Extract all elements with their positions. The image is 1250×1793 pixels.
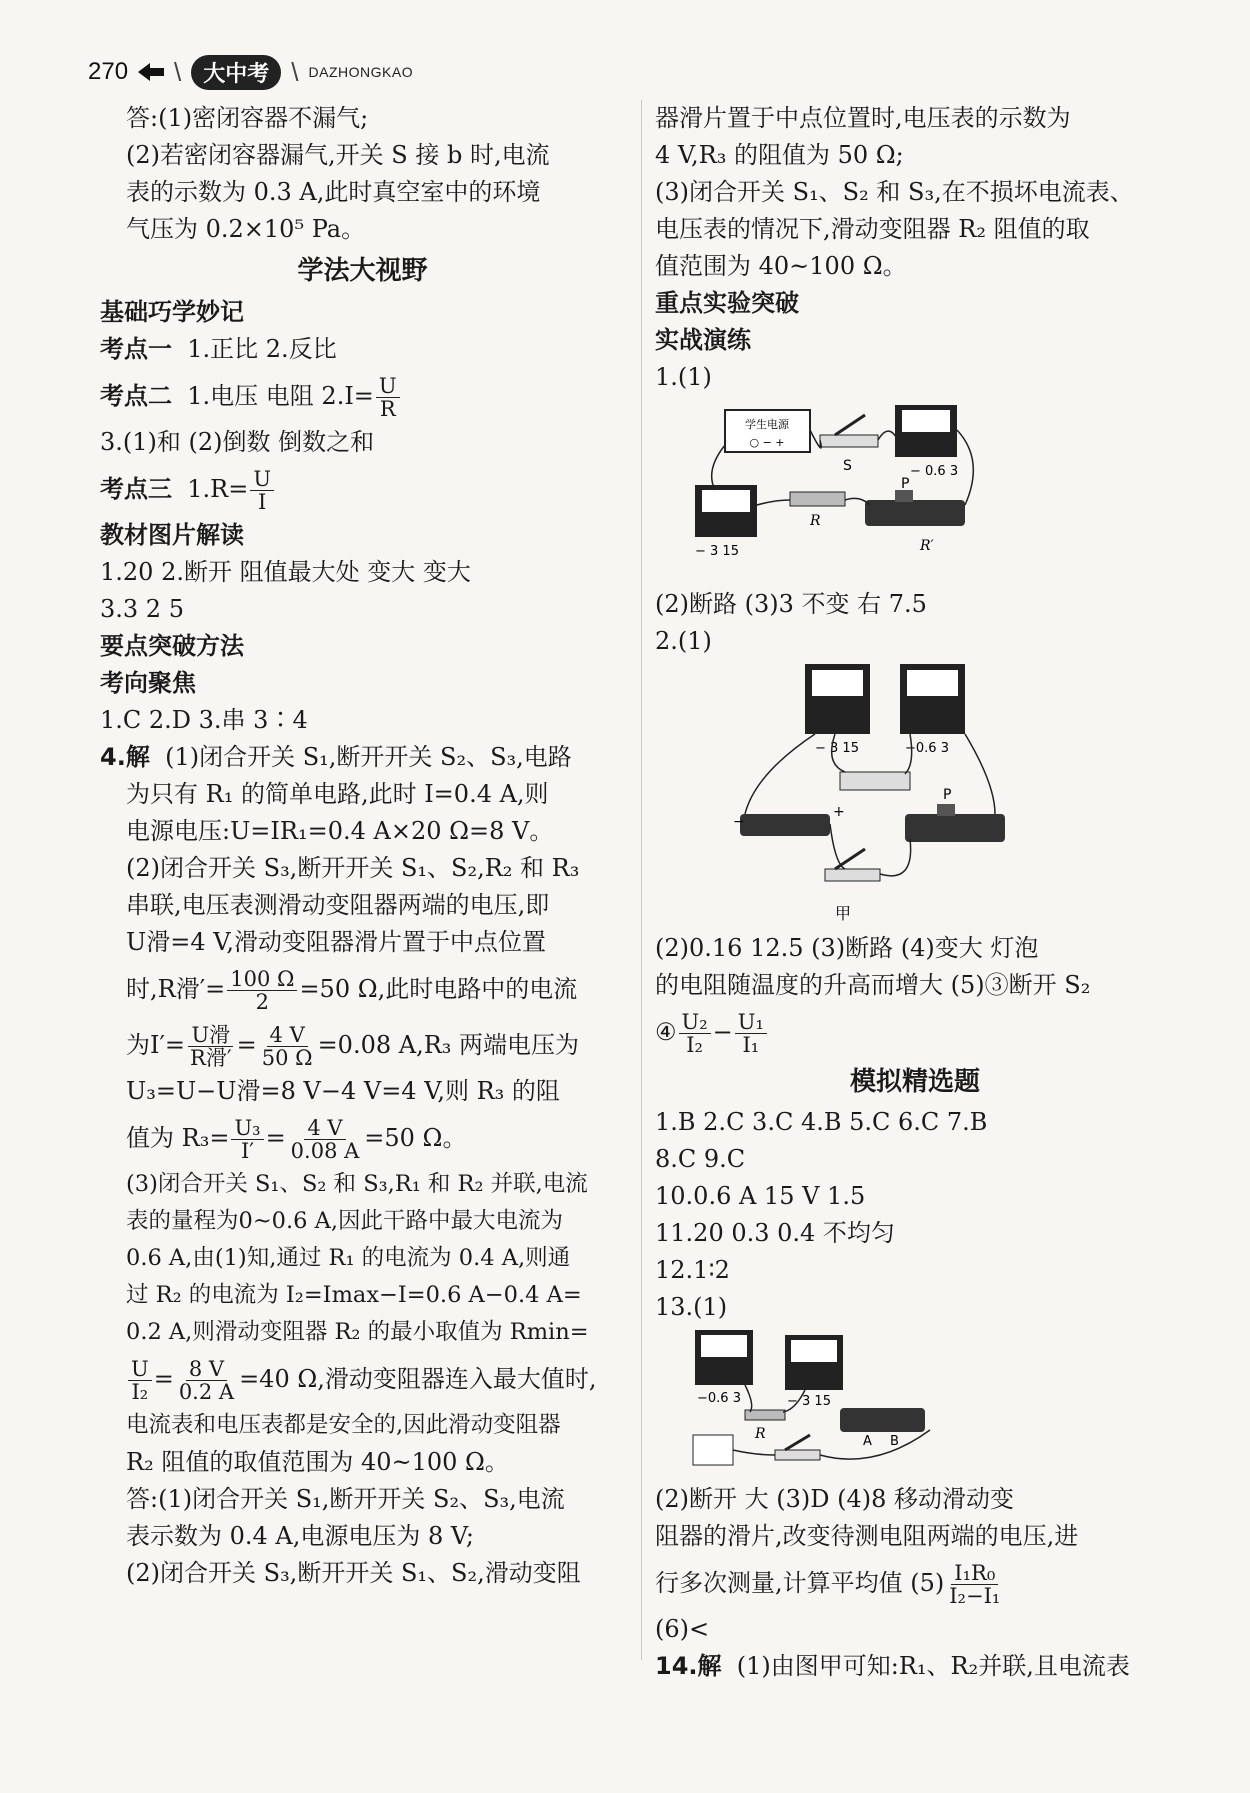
answer-line: 行多次测量,计算平均值 (5) $\frac{\text{I₁R₀}}{\text{I₂−I₁}}$ bbox=[655, 1561, 1001, 1608]
section-heading: 重点实验突破 bbox=[655, 289, 799, 317]
solution-line: (3)闭合开关 S₁、S₂ 和 S₃,R₁ 和 R₂ 并联,电流 bbox=[126, 1171, 588, 1197]
svg-text:−0.6 3: −0.6 3 bbox=[697, 1391, 741, 1406]
section-title: 学法大视野 bbox=[297, 256, 428, 286]
solution-line: 0.2 A,则滑动变阻器 R₂ 的最小取值为 Rmin= bbox=[126, 1319, 589, 1345]
section-title: 模拟精选题 bbox=[849, 1067, 980, 1097]
answer-line: (3)闭合开关 S₁、S₂ 和 S₃,在不损坏电流表、 bbox=[655, 178, 1134, 206]
answer-line: 1.C 2.D 3.串 3∶4 bbox=[100, 706, 308, 734]
answer-line: 10.0.6 A 15 V 1.5 bbox=[655, 1182, 866, 1210]
switch-lever bbox=[835, 415, 865, 435]
voltmeter-dial bbox=[812, 670, 863, 696]
answer-line: (2)若密闭容器漏气,开关 S 接 b 时,电流 bbox=[126, 141, 550, 169]
answer-line: 电压表的情况下,滑动变阻器 R₂ 阻值的取 bbox=[655, 215, 1090, 243]
section-heading: 教材图片解读 bbox=[100, 521, 244, 549]
kaodian-2b: 3.(1)和 (2)倒数 倒数之和 bbox=[100, 428, 375, 456]
solution-line: 过 R₂ 的电流为 I₂=Imax−I=0.6 A−0.4 A= bbox=[126, 1282, 582, 1308]
section-heading: 实战演练 bbox=[655, 326, 751, 354]
lamp-holder bbox=[840, 772, 910, 790]
solution-line: U滑=4 V,滑动变阻器滑片置于中点位置 bbox=[126, 928, 546, 956]
answer-line: (2)0.16 12.5 (3)断路 (4)变大 灯泡 bbox=[655, 934, 1039, 962]
answer-line: (2)断开 大 (3)D (4)8 移动滑动变 bbox=[655, 1485, 1015, 1513]
svg-text:P: P bbox=[901, 476, 910, 492]
answer-line: 4 V,R₃ 的阻值为 50 Ω; bbox=[655, 141, 904, 169]
svg-text:− 3 15: − 3 15 bbox=[695, 544, 739, 559]
svg-text:甲: 甲 bbox=[835, 904, 852, 923]
ammeter-dial bbox=[902, 410, 950, 432]
answer-line: 3.3 2 5 bbox=[100, 595, 184, 623]
svg-text:− 3 15: − 3 15 bbox=[815, 741, 859, 756]
solution-line: 串联,电压表测滑动变阻器两端的电压,即 bbox=[126, 891, 550, 919]
battery bbox=[740, 814, 830, 836]
brand-english: DAZHONGKAO bbox=[308, 64, 414, 80]
kaodian-1: 考点一 1.正比 2.反比 bbox=[100, 335, 337, 363]
rheostat-slider bbox=[937, 804, 955, 816]
answer-line: 1.20 2.断开 阻值最大处 变大 变大 bbox=[100, 558, 471, 586]
svg-text:− 3 15: − 3 15 bbox=[787, 1394, 831, 1409]
rheostat bbox=[865, 500, 965, 526]
answer-line: 12.1∶2 bbox=[655, 1256, 730, 1284]
answer-line: 的电阻随温度的升高而增大 (5)③断开 S₂ bbox=[655, 971, 1091, 999]
solution-line: 为I′= $\frac{\text{U滑}}{\text{R滑′}}$ = $\frac{4 V}{50 \Omega}$ =0.08 A,R₃ 两端电压为 bbox=[126, 1023, 580, 1070]
answer-line: (2)断路 (3)3 不变 右 7.5 bbox=[655, 590, 927, 618]
brand-logo: 大中考 bbox=[191, 55, 281, 90]
solution-line: U₃=U−U滑=8 V−4 V=4 V,则 R₃ 的阻 bbox=[126, 1077, 560, 1105]
voltmeter-dial bbox=[702, 490, 750, 512]
answer-line: 表的示数为 0.3 A,此时真空室中的环境 bbox=[126, 178, 541, 206]
svg-text:− 0.6 3: − 0.6 3 bbox=[910, 464, 959, 479]
svg-text:P: P bbox=[943, 787, 952, 803]
answer-line: 1.B 2.C 3.C 4.B 5.C 6.C 7.B bbox=[655, 1108, 988, 1136]
switch-lever bbox=[785, 1435, 810, 1450]
answer-line: 11.20 0.3 0.4 不均匀 bbox=[655, 1219, 895, 1247]
page-header: 270 \ 大中考 \ DAZHONGKAO bbox=[88, 52, 413, 92]
voltmeter-dial bbox=[791, 1340, 837, 1362]
resistor-R bbox=[790, 492, 845, 506]
svg-text:A: A bbox=[863, 1434, 872, 1449]
svg-text:B: B bbox=[890, 1434, 899, 1449]
answer-line: 8.C 9.C bbox=[655, 1145, 746, 1173]
svg-text:+: + bbox=[833, 804, 845, 820]
ammeter-dial bbox=[701, 1335, 747, 1357]
column-divider bbox=[641, 100, 642, 1660]
solution-line: 电源电压:U=IR₁=0.4 A×20 Ω=8 V。 bbox=[126, 817, 554, 845]
switch-base bbox=[775, 1450, 820, 1460]
switch-lever bbox=[835, 849, 865, 869]
solution-line: 4.解 (1)闭合开关 S₁,断开开关 S₂、S₃,电路 bbox=[100, 743, 572, 771]
solution-line: 表示数为 0.4 A,电源电压为 8 V; bbox=[126, 1522, 474, 1550]
solution-line: $\frac{U}{\text{I₂}}$ = $\frac{8 V}{0.2 A}$ =40 Ω,滑动变阻器连入最大值时, bbox=[100, 1351, 625, 1407]
battery bbox=[693, 1435, 733, 1465]
solution-line: 答:(1)闭合开关 S₁,断开开关 S₂、S₃,电流 bbox=[126, 1485, 565, 1513]
solution-line: 值为 R₃= $\frac{\text{U₃}}{I'}$ = $\frac{4 V}{0.08 A}$ =50 Ω。 bbox=[126, 1116, 467, 1163]
question-label: 2.(1) bbox=[655, 627, 712, 655]
answer-line: ④ $\frac{\text{U₂}}{\text{I₂}}$ − $\frac{\text{U₁}}{\text{I₁}}$ bbox=[655, 1004, 1175, 1060]
wires bbox=[745, 734, 995, 876]
svg-text:−: − bbox=[733, 814, 745, 830]
switch-base bbox=[820, 435, 878, 447]
answer-line: 气压为 0.2×10⁵ Pa。 bbox=[126, 215, 366, 243]
ammeter-dial bbox=[907, 670, 958, 696]
solution-line: R₂ 阻值的取值范围为 40~100 Ω。 bbox=[126, 1448, 509, 1476]
section-heading: 要点突破方法 bbox=[100, 632, 244, 660]
arrow-left-icon bbox=[138, 62, 164, 82]
circuit-figure-1 bbox=[675, 400, 995, 580]
solution-line: 电流表和电压表都是安全的,因此滑动变阻器 bbox=[126, 1412, 561, 1438]
svg-text:R′: R′ bbox=[920, 538, 934, 554]
solution-line: 表的量程为0~0.6 A,因此干路中最大电流为 bbox=[126, 1208, 564, 1234]
answer-line: 值范围为 40~100 Ω。 bbox=[655, 252, 907, 280]
svg-text:−0.6 3: −0.6 3 bbox=[905, 741, 949, 756]
solution-line: 时,R滑′= $\frac{100 \Omega}{2}$ =50 Ω,此时电路中的电流 bbox=[126, 967, 578, 1014]
circuit-figure-2 bbox=[675, 664, 1005, 924]
left-column bbox=[100, 100, 625, 1592]
answer-line: 器滑片置于中点位置时,电压表的示数为 bbox=[655, 104, 1071, 132]
page-number: 270 bbox=[88, 58, 129, 85]
question-label: 1.(1) bbox=[655, 363, 712, 391]
answer-line: (6)< bbox=[655, 1615, 710, 1643]
answer-line: 答:(1)密闭容器不漏气; bbox=[126, 104, 369, 132]
kaodian-3: 考点三 1.R= $\frac{U}{I}$ bbox=[100, 461, 625, 517]
section-heading: 基础巧学妙记 bbox=[100, 298, 244, 326]
answer-line: 阻器的滑片,改变待测电阻两端的电压,进 bbox=[655, 1522, 1079, 1550]
solution-line: (2)闭合开关 S₃,断开开关 S₁、S₂,R₂ 和 R₃ bbox=[126, 854, 580, 882]
rheostat bbox=[840, 1408, 925, 1432]
svg-text:R: R bbox=[755, 1426, 766, 1442]
section-heading: 考向聚焦 bbox=[100, 669, 196, 697]
question-label: 13.(1) bbox=[655, 1293, 728, 1321]
solution-line: (2)闭合开关 S₃,断开开关 S₁、S₂,滑动变阻 bbox=[126, 1559, 581, 1587]
svg-text:学生电源: 学生电源 bbox=[745, 418, 789, 431]
solution-line: 14.解 (1)由图甲可知:R₁、R₂并联,且电流表 bbox=[655, 1652, 1130, 1680]
circuit-figure-3 bbox=[675, 1330, 975, 1475]
kaodian-2: 考点二 1.电压 电阻 2.I= $\frac{U}{R}$ bbox=[100, 368, 625, 424]
svg-text:R: R bbox=[810, 513, 821, 529]
switch-base bbox=[825, 869, 880, 881]
rheostat bbox=[905, 814, 1005, 842]
solution-line: 为只有 R₁ 的简单电路,此时 I=0.4 A,则 bbox=[126, 780, 549, 808]
svg-text:○ − +: ○ − + bbox=[749, 436, 785, 449]
solution-line: 0.6 A,由(1)知,通过 R₁ 的电流为 0.4 A,则通 bbox=[126, 1245, 571, 1271]
right-column bbox=[655, 100, 1175, 1685]
svg-text:S: S bbox=[843, 458, 852, 474]
